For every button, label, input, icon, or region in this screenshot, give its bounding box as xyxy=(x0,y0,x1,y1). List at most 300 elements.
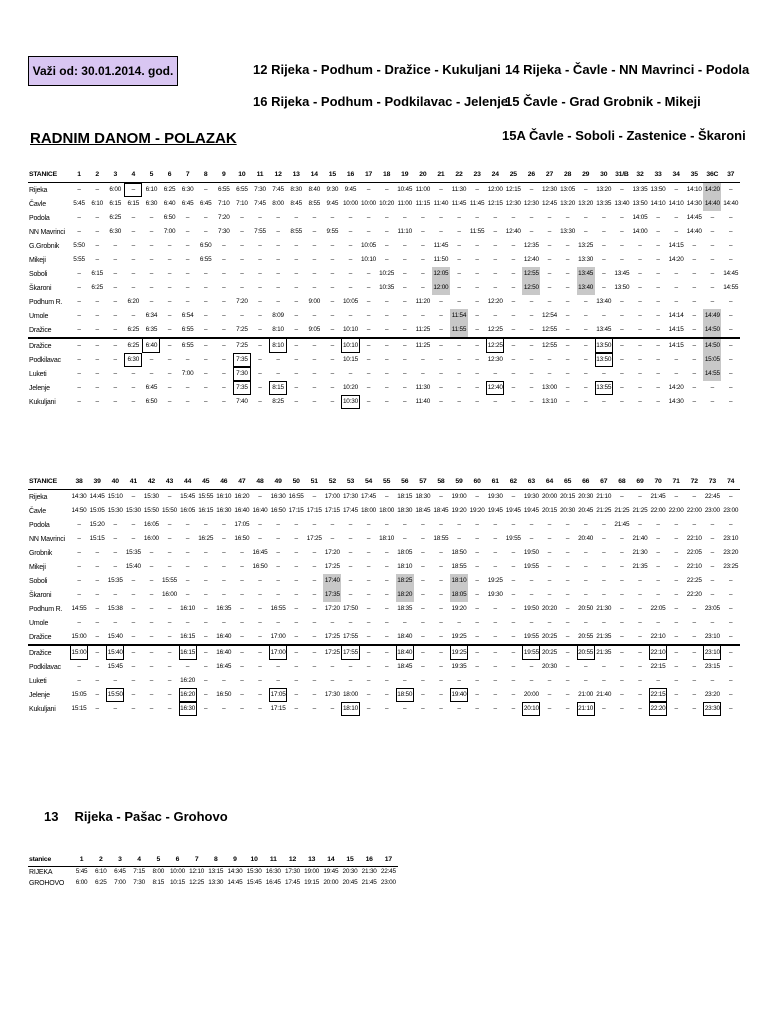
time-cell: 7:45 xyxy=(254,199,266,207)
route-13-title xyxy=(44,809,228,824)
time-cell: – xyxy=(439,690,443,698)
time-cell: – xyxy=(656,269,660,277)
time-cell: – xyxy=(251,338,269,353)
time-cell: 17:25 xyxy=(323,645,341,660)
time-cell: 14:15 xyxy=(667,338,685,353)
time-cell: – xyxy=(77,397,81,405)
time-cell: 15:05 xyxy=(89,506,105,514)
time-cell: 14:30 xyxy=(668,397,684,405)
time-cell: 16:15 xyxy=(198,506,214,514)
time-cell: – xyxy=(602,662,606,670)
time-cell: – xyxy=(638,704,642,712)
station-name: Podhum R. xyxy=(29,298,63,306)
time-cell: – xyxy=(493,548,497,556)
time-cell: – xyxy=(421,283,425,291)
time-cell: 6:10 xyxy=(145,185,158,193)
time-cell: – xyxy=(312,604,316,612)
time-cell: – xyxy=(348,520,353,528)
time-cell: – xyxy=(366,369,371,377)
time-cell: – xyxy=(529,520,534,528)
time-cell: – xyxy=(710,283,714,291)
time-cell: – xyxy=(384,492,389,500)
time-cell: 6:00 xyxy=(75,879,88,887)
time-cell: – xyxy=(559,645,577,660)
time-cell: – xyxy=(167,325,172,333)
time-cell: – xyxy=(312,632,316,640)
time-cell: 17:00 xyxy=(269,645,287,660)
time-cell: – xyxy=(620,325,624,333)
time-cell: 7:30 xyxy=(217,227,230,235)
time-cell: – xyxy=(577,338,595,353)
time-cell: 12:15 xyxy=(505,185,521,193)
time-cell: 18:55 xyxy=(451,562,467,570)
time-cell: 17:35 xyxy=(323,588,341,602)
time-cell: 20:00 xyxy=(523,690,539,698)
time-cell: – xyxy=(149,227,154,235)
time-cell: 16:50 xyxy=(252,562,268,570)
time-cell: – xyxy=(493,283,497,291)
column-header: 8 xyxy=(197,168,215,183)
time-cell: – xyxy=(511,241,515,249)
time-cell: – xyxy=(113,269,117,277)
time-cell: – xyxy=(204,662,208,670)
column-header: 32 xyxy=(631,168,649,183)
time-cell: – xyxy=(131,576,135,584)
time-cell: 23:15 xyxy=(704,662,720,670)
time-cell: – xyxy=(330,325,335,333)
time-cell: – xyxy=(729,397,733,405)
time-cell: – xyxy=(475,311,479,319)
time-cell: – xyxy=(421,213,425,221)
time-cell: – xyxy=(167,397,172,405)
time-cell: – xyxy=(729,704,733,712)
column-header: 44 xyxy=(179,475,197,490)
time-cell: 10:20 xyxy=(379,199,395,207)
time-cell: – xyxy=(348,369,353,377)
time-cell: – xyxy=(167,562,172,570)
time-cell: – xyxy=(421,590,425,598)
time-cell: 5:45 xyxy=(73,199,85,207)
time-cell: – xyxy=(240,241,244,249)
time-cell: – xyxy=(638,369,642,377)
time-cell: – xyxy=(294,662,298,670)
time-cell: 5:45 xyxy=(75,868,88,876)
time-cell: – xyxy=(330,269,335,277)
time-cell: 20:15 xyxy=(541,506,557,514)
time-cell: – xyxy=(620,632,624,640)
time-cell: 20:55 xyxy=(578,632,594,640)
time-cell: – xyxy=(457,397,461,405)
time-cell: – xyxy=(656,227,660,235)
time-cell: – xyxy=(113,548,117,556)
time-cell: 17:20 xyxy=(324,604,340,612)
time-cell: – xyxy=(729,662,733,670)
time-cell: – xyxy=(493,704,497,712)
time-cell: 14:50 xyxy=(71,506,87,514)
time-cell: – xyxy=(222,534,226,542)
time-cell: 18:10 xyxy=(341,702,359,716)
time-cell: – xyxy=(294,632,298,640)
time-cell: – xyxy=(258,383,262,391)
time-cell: – xyxy=(222,383,226,391)
time-cell: – xyxy=(348,662,353,670)
time-cell: – xyxy=(240,618,244,626)
column-header: 55 xyxy=(378,475,396,490)
time-cell: 12:25 xyxy=(189,879,205,887)
time-cell: – xyxy=(403,297,407,305)
time-cell: 21:45 xyxy=(614,520,630,528)
time-cell: – xyxy=(710,255,714,263)
time-cell: – xyxy=(457,227,461,235)
time-cell: – xyxy=(656,562,660,570)
time-cell: – xyxy=(131,397,135,405)
time-cell: – xyxy=(360,338,378,353)
time-cell: 16:45 xyxy=(216,662,232,670)
time-cell: 15:10 xyxy=(107,492,123,500)
time-cell: 13:25 xyxy=(578,241,594,249)
time-cell: – xyxy=(149,548,154,556)
time-cell: – xyxy=(384,548,389,556)
time-cell: – xyxy=(439,520,443,528)
time-cell: 22:10 xyxy=(650,632,666,640)
time-cell: 18:35 xyxy=(397,604,413,612)
time-cell: – xyxy=(222,369,226,377)
time-cell: – xyxy=(493,255,497,263)
time-cell: 16:45 xyxy=(252,548,268,556)
time-cell: – xyxy=(403,534,407,542)
time-cell: 6:00 xyxy=(109,185,122,193)
timetable-route-13 xyxy=(28,855,398,889)
time-cell: – xyxy=(583,576,588,584)
time-cell: – xyxy=(475,576,479,584)
time-cell: 7:30 xyxy=(233,367,251,381)
table-row xyxy=(28,295,740,309)
time-cell: – xyxy=(475,604,479,612)
time-cell: – xyxy=(710,618,714,626)
column-header: 41 xyxy=(124,475,142,490)
time-cell: 10:35 xyxy=(379,283,395,291)
time-cell: – xyxy=(674,534,678,542)
time-cell: – xyxy=(258,213,262,221)
time-cell: – xyxy=(475,397,479,405)
route-15-title: 15 Čavle - Grad Grobnik - Mikeji xyxy=(505,94,701,109)
time-cell: 7:10 xyxy=(217,199,230,207)
time-cell: – xyxy=(547,255,552,263)
time-cell: 18:30 xyxy=(415,492,431,500)
time-cell: – xyxy=(258,325,262,333)
time-cell: – xyxy=(529,213,534,221)
column-header: 35 xyxy=(685,168,703,183)
column-header: 56 xyxy=(396,475,414,490)
time-cell: 13:35 xyxy=(596,199,612,207)
time-cell: 13:55 xyxy=(595,381,613,395)
time-cell: – xyxy=(565,676,570,684)
column-header: 7 xyxy=(187,855,206,867)
time-cell: – xyxy=(529,662,534,670)
column-header: 25 xyxy=(504,168,522,183)
time-cell: – xyxy=(620,662,624,670)
time-cell: – xyxy=(511,632,515,640)
time-cell: – xyxy=(348,241,353,249)
time-cell: 20:30 xyxy=(560,506,576,514)
time-cell: – xyxy=(547,241,552,249)
time-cell: – xyxy=(475,325,479,333)
time-cell: 15:45 xyxy=(246,879,262,887)
time-cell: – xyxy=(95,325,99,333)
time-cell: – xyxy=(312,383,316,391)
time-cell: – xyxy=(366,590,371,598)
time-cell: – xyxy=(95,185,99,193)
time-cell: – xyxy=(95,562,99,570)
time-cell: 23:00 xyxy=(704,506,720,514)
time-cell: – xyxy=(638,492,642,500)
column-header: 1 xyxy=(72,855,91,867)
time-cell: – xyxy=(511,297,515,305)
time-cell: 15:45 xyxy=(180,492,196,500)
time-cell: 17:15 xyxy=(324,506,340,514)
station-name: RIJEKA xyxy=(29,869,53,876)
time-cell: – xyxy=(457,297,461,305)
time-cell: – xyxy=(475,520,479,528)
table-row xyxy=(28,225,740,239)
time-cell: – xyxy=(565,520,570,528)
station-name: G.Grobnik xyxy=(29,242,60,250)
time-cell: – xyxy=(692,255,696,263)
time-cell: 13:10 xyxy=(541,397,557,405)
time-cell: 15:50 xyxy=(162,506,178,514)
time-cell: – xyxy=(421,548,425,556)
column-header: 22 xyxy=(450,168,468,183)
table-row xyxy=(28,239,740,253)
time-cell: – xyxy=(583,383,588,391)
time-cell: – xyxy=(366,269,371,277)
station-name: Grobnik xyxy=(29,549,53,557)
column-header: 15 xyxy=(340,855,359,867)
time-cell: – xyxy=(620,227,624,235)
table-row xyxy=(28,367,740,381)
time-cell: 6:40 xyxy=(163,199,176,207)
time-cell: – xyxy=(149,704,154,712)
time-cell: 23:10 xyxy=(703,645,721,660)
time-cell: 12:50 xyxy=(522,281,540,295)
time-cell: 21:40 xyxy=(632,534,648,542)
time-cell: – xyxy=(95,618,99,626)
time-cell: – xyxy=(710,676,714,684)
header-label: STANICE xyxy=(28,475,70,490)
time-cell: 10:15 xyxy=(169,879,185,887)
time-cell: – xyxy=(95,676,99,684)
time-cell: – xyxy=(276,520,280,528)
time-cell: – xyxy=(276,241,280,249)
time-cell: 6:45 xyxy=(145,383,158,391)
time-cell: 14:30 xyxy=(71,492,87,500)
time-cell: 11:20 xyxy=(415,297,431,305)
time-cell: – xyxy=(403,520,407,528)
time-cell: – xyxy=(547,269,552,277)
column-header: 65 xyxy=(559,475,577,490)
time-cell: – xyxy=(366,355,371,363)
time-cell: – xyxy=(457,534,461,542)
time-cell: – xyxy=(149,576,154,584)
time-cell: 16:50 xyxy=(270,506,286,514)
time-cell: – xyxy=(729,690,733,698)
time-cell: 13:05 xyxy=(560,185,576,193)
time-cell: – xyxy=(276,562,280,570)
time-cell: – xyxy=(294,213,298,221)
time-cell: 6:45 xyxy=(199,199,212,207)
time-cell: – xyxy=(547,520,552,528)
time-cell: – xyxy=(258,397,262,405)
time-cell: – xyxy=(729,241,733,249)
time-cell: 18:30 xyxy=(397,506,413,514)
time-cell: – xyxy=(631,338,649,353)
time-cell: – xyxy=(674,604,678,612)
time-cell: – xyxy=(602,520,606,528)
time-cell: – xyxy=(276,269,280,277)
time-cell: – xyxy=(613,645,631,660)
time-cell: 8:10 xyxy=(269,338,287,353)
time-cell: 12:25 xyxy=(487,325,503,333)
time-cell: 11:10 xyxy=(397,227,412,235)
time-cell: 19:30 xyxy=(487,590,503,598)
time-cell: 18:50 xyxy=(451,548,467,556)
time-cell: – xyxy=(475,383,479,391)
time-cell: 20:00 xyxy=(541,492,557,500)
time-cell: – xyxy=(294,676,298,684)
column-header: 49 xyxy=(269,475,287,490)
time-cell: – xyxy=(312,369,316,377)
time-cell: 13:15 xyxy=(208,868,224,876)
time-cell: – xyxy=(149,369,154,377)
time-cell: – xyxy=(204,590,208,598)
column-header: 48 xyxy=(251,475,269,490)
column-header: 23 xyxy=(468,168,486,183)
time-cell: – xyxy=(95,590,99,598)
time-cell: – xyxy=(185,283,190,291)
time-cell: – xyxy=(529,618,534,626)
time-cell: – xyxy=(729,311,733,319)
time-cell: 15:50 xyxy=(143,506,159,514)
time-cell: 15:15 xyxy=(71,704,87,712)
time-cell: 19:20 xyxy=(469,506,485,514)
column-header: 20 xyxy=(414,168,432,183)
time-cell: – xyxy=(124,183,142,198)
time-cell: – xyxy=(710,269,714,277)
station-name: Luketi xyxy=(29,370,47,378)
time-cell: 13:40 xyxy=(577,281,595,295)
time-cell: 13:45 xyxy=(596,325,612,333)
time-cell: – xyxy=(511,325,515,333)
column-header: 10 xyxy=(245,855,264,867)
time-cell: – xyxy=(692,241,696,249)
column-header: 5 xyxy=(149,855,168,867)
time-cell: – xyxy=(674,576,678,584)
time-cell: – xyxy=(167,297,172,305)
table-row xyxy=(28,560,740,574)
time-cell: – xyxy=(475,618,479,626)
time-cell: – xyxy=(565,548,570,556)
route-14-title: 14 Rijeka - Čavle - NN Mavrinci - Podola xyxy=(505,62,750,77)
time-cell: 16:40 xyxy=(216,632,232,640)
time-cell: 19:25 xyxy=(487,576,503,584)
time-cell: – xyxy=(547,227,552,235)
time-cell: – xyxy=(565,269,570,277)
time-cell: – xyxy=(77,576,81,584)
time-cell: – xyxy=(149,241,154,249)
time-cell: – xyxy=(721,338,740,353)
time-cell: 6:30 xyxy=(124,353,142,367)
time-cell: 6:45 xyxy=(181,199,194,207)
time-cell: – xyxy=(649,338,667,353)
time-cell: – xyxy=(312,283,316,291)
column-header: 34 xyxy=(667,168,685,183)
time-cell: – xyxy=(620,297,624,305)
time-cell: 14:10 xyxy=(650,199,666,207)
time-cell: – xyxy=(113,369,117,377)
column-header: 37 xyxy=(721,168,740,183)
time-cell: – xyxy=(222,562,226,570)
time-cell: – xyxy=(312,397,316,405)
time-cell: – xyxy=(583,227,588,235)
time-cell: – xyxy=(222,283,226,291)
time-cell: – xyxy=(312,548,316,556)
time-cell: – xyxy=(674,269,678,277)
time-cell: – xyxy=(504,338,522,353)
time-cell: – xyxy=(384,690,389,698)
time-cell: 11:50 xyxy=(433,255,449,263)
time-cell: – xyxy=(439,213,443,221)
time-cell: 12:55 xyxy=(540,338,558,353)
time-cell: 17:55 xyxy=(341,645,359,660)
column-header: 51 xyxy=(305,475,323,490)
time-cell: – xyxy=(149,690,154,698)
time-cell: 14:10 xyxy=(668,199,684,207)
time-cell: – xyxy=(475,255,479,263)
time-cell: – xyxy=(511,255,515,263)
column-header: 18 xyxy=(378,168,396,183)
time-cell: – xyxy=(729,604,733,612)
time-cell: 16:40 xyxy=(234,506,250,514)
time-cell: – xyxy=(685,645,703,660)
time-cell: 20:55 xyxy=(577,645,595,660)
time-cell: – xyxy=(160,645,178,660)
time-cell: – xyxy=(330,662,335,670)
time-cell: 10:10 xyxy=(342,325,358,333)
time-cell: 8:00 xyxy=(152,868,165,876)
time-cell: 6:30 xyxy=(109,227,122,235)
time-cell: – xyxy=(565,213,570,221)
time-cell: – xyxy=(348,255,353,263)
time-cell: – xyxy=(77,297,81,305)
time-cell: – xyxy=(222,520,226,528)
column-header: 64 xyxy=(540,475,558,490)
time-cell: – xyxy=(559,338,577,353)
column-header: 16 xyxy=(360,855,379,867)
time-cell: – xyxy=(185,355,190,363)
time-cell: 14:40 xyxy=(686,227,702,235)
time-cell: 18:00 xyxy=(361,506,377,514)
column-header: 11 xyxy=(251,168,269,183)
column-header: 29 xyxy=(577,168,595,183)
time-cell: – xyxy=(656,241,660,249)
time-cell: 21:35 xyxy=(632,562,648,570)
time-cell: – xyxy=(366,576,371,584)
column-header: 38 xyxy=(70,475,88,490)
time-cell: 16:30 xyxy=(265,868,281,876)
time-cell: – xyxy=(204,562,208,570)
time-cell: – xyxy=(77,383,81,391)
time-cell: 17:30 xyxy=(342,492,358,500)
